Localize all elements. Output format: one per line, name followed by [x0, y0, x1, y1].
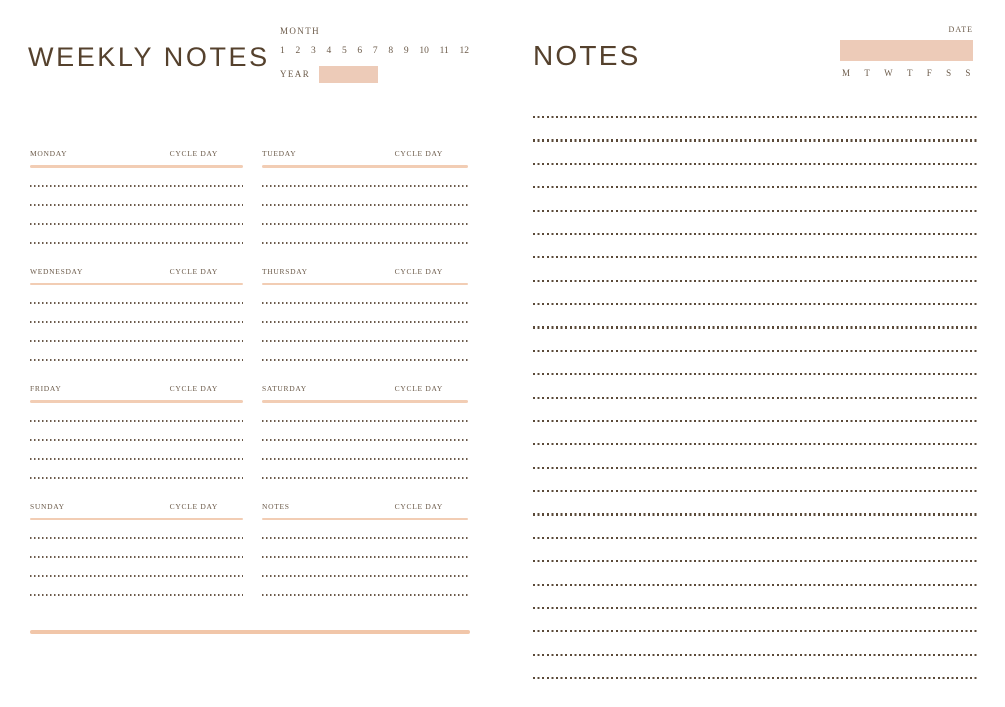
weekday-letter[interactable]: T — [906, 68, 913, 78]
day-section-wednesday — [30, 264, 243, 364]
ruled-dotted-line — [533, 350, 978, 352]
cycle-day-label: CYCLE DAY — [394, 266, 443, 276]
weekday-letter[interactable]: F — [926, 68, 933, 78]
day-ruled-lines — [30, 185, 243, 244]
ruled-dotted-line — [262, 204, 468, 206]
ruled-dotted-line — [262, 477, 468, 479]
year-label: YEAR — [280, 68, 311, 79]
ruled-dotted-line — [262, 302, 468, 304]
month-number[interactable]: 10 — [419, 46, 429, 56]
month-number[interactable]: 11 — [439, 46, 449, 56]
day-accent-underline — [262, 283, 468, 286]
ruled-dotted-line — [30, 594, 243, 596]
day-ruled-lines — [30, 302, 243, 361]
ruled-dotted-line — [533, 303, 978, 305]
ruled-dotted-line — [262, 439, 468, 441]
cycle-day-label: CYCLE DAY — [169, 384, 218, 393]
ruled-dotted-line — [30, 302, 243, 304]
ruled-dotted-line — [30, 537, 243, 539]
ruled-dotted-line — [262, 340, 468, 342]
day-header — [262, 264, 468, 276]
ruled-dotted-line — [533, 443, 978, 445]
day-header — [30, 381, 243, 393]
day-accent-underline — [262, 400, 468, 403]
date-label: DATE — [948, 25, 973, 34]
day-accent-underline — [262, 165, 468, 168]
ruled-dotted-line — [262, 420, 468, 422]
day-ruled-lines — [262, 302, 468, 361]
month-number[interactable]: 3 — [310, 46, 316, 56]
weekday-letter[interactable]: M — [842, 68, 851, 78]
day-label: TUEDAY — [262, 149, 297, 158]
ruled-dotted-line — [533, 513, 978, 515]
ruled-dotted-line — [533, 256, 978, 258]
ruled-dotted-line — [533, 233, 978, 235]
day-section-notes — [262, 499, 468, 599]
ruled-dotted-line — [30, 458, 243, 460]
page-title: WEEKLY NOTES — [28, 42, 270, 72]
month-number[interactable]: 1 — [280, 46, 285, 56]
ruled-dotted-line — [262, 594, 468, 596]
ruled-dotted-line — [533, 490, 978, 492]
day-section-saturday — [262, 381, 468, 481]
day-header — [30, 264, 243, 276]
day-section-friday — [30, 381, 243, 481]
notes-ruled-lines — [533, 116, 978, 700]
ruled-dotted-line — [30, 204, 243, 206]
day-header — [262, 499, 468, 511]
ruled-dotted-line — [533, 654, 978, 656]
month-year-block — [280, 27, 471, 83]
day-ruled-lines — [262, 537, 468, 596]
ruled-dotted-line — [262, 223, 468, 225]
month-number[interactable]: 4 — [326, 46, 332, 56]
ruled-dotted-line — [30, 321, 243, 323]
month-number-row — [280, 47, 469, 57]
ruled-dotted-line — [262, 575, 468, 577]
day-ruled-lines — [262, 420, 468, 479]
notes-page — [533, 0, 978, 707]
day-label: SATURDAY — [262, 384, 307, 393]
ruled-dotted-line — [533, 163, 978, 165]
ruled-dotted-line — [30, 185, 243, 187]
ruled-dotted-line — [533, 467, 978, 469]
ruled-dotted-line — [533, 584, 978, 586]
ruled-dotted-line — [30, 575, 243, 577]
day-label: THURSDAY — [262, 266, 308, 276]
month-number[interactable]: 7 — [372, 46, 378, 56]
cycle-day-label: CYCLE DAY — [394, 501, 443, 511]
month-number[interactable]: 12 — [459, 46, 469, 56]
day-sections-grid — [30, 146, 468, 599]
day-section-thursday — [262, 264, 468, 364]
day-accent-underline — [30, 283, 243, 286]
ruled-dotted-line — [30, 420, 243, 422]
day-label: SUNDAY — [30, 501, 65, 511]
ruled-dotted-line — [262, 359, 468, 361]
year-row — [280, 66, 471, 83]
day-header — [262, 146, 468, 158]
ruled-dotted-line — [30, 242, 243, 244]
date-block — [840, 26, 973, 78]
day-label: MONDAY — [30, 149, 68, 158]
cycle-day-label: CYCLE DAY — [394, 149, 443, 158]
ruled-dotted-line — [30, 439, 243, 441]
ruled-dotted-line — [262, 242, 468, 244]
ruled-dotted-line — [30, 340, 243, 342]
weekday-letter[interactable]: S — [965, 68, 971, 78]
ruled-dotted-line — [533, 560, 978, 562]
day-label: FRIDAY — [30, 384, 62, 393]
ruled-dotted-line — [533, 630, 978, 632]
cycle-day-label: CYCLE DAY — [394, 384, 443, 393]
month-number[interactable]: 8 — [388, 46, 394, 56]
month-number[interactable]: 6 — [357, 46, 363, 56]
cycle-day-label: CYCLE DAY — [169, 149, 218, 158]
ruled-dotted-line — [30, 223, 243, 225]
month-label: MONTH — [280, 26, 320, 36]
day-header — [30, 499, 243, 511]
day-accent-underline — [30, 400, 243, 403]
ruled-dotted-line — [533, 186, 978, 188]
day-accent-underline — [30, 518, 243, 521]
bottom-accent-bar — [30, 630, 470, 634]
ruled-dotted-line — [533, 326, 978, 328]
cycle-day-label: CYCLE DAY — [169, 501, 218, 511]
weekly-notes-page — [28, 0, 470, 707]
day-ruled-lines — [262, 185, 468, 244]
ruled-dotted-line — [533, 677, 978, 679]
ruled-dotted-line — [533, 210, 978, 212]
day-section-monday — [30, 146, 243, 246]
ruled-dotted-line — [30, 556, 243, 558]
day-section-tueday — [262, 146, 468, 246]
month-number[interactable]: 9 — [403, 46, 409, 56]
ruled-dotted-line — [30, 477, 243, 479]
ruled-dotted-line — [262, 321, 468, 323]
ruled-dotted-line — [533, 139, 978, 141]
ruled-dotted-line — [533, 373, 978, 375]
day-accent-underline — [30, 165, 243, 168]
day-section-sunday — [30, 499, 243, 599]
ruled-dotted-line — [30, 359, 243, 361]
ruled-dotted-line — [262, 537, 468, 539]
ruled-dotted-line — [533, 116, 978, 118]
day-header — [30, 146, 243, 158]
day-label: NOTES — [262, 501, 290, 511]
ruled-dotted-line — [533, 607, 978, 609]
year-input-box[interactable] — [319, 66, 378, 83]
day-ruled-lines — [30, 537, 243, 596]
day-accent-underline — [262, 518, 468, 521]
ruled-dotted-line — [262, 556, 468, 558]
month-number[interactable]: 5 — [341, 46, 347, 56]
day-label: WEDNESDAY — [30, 266, 84, 276]
weekday-letter[interactable]: W — [884, 68, 894, 78]
weekday-row — [840, 69, 973, 78]
ruled-dotted-line — [533, 537, 978, 539]
day-ruled-lines — [30, 420, 243, 479]
weekday-letter[interactable]: T — [864, 68, 871, 78]
notes-title: NOTES — [533, 40, 641, 71]
weekday-letter[interactable]: S — [946, 68, 952, 78]
month-number[interactable]: 2 — [295, 46, 301, 56]
cycle-day-label: CYCLE DAY — [169, 266, 218, 276]
ruled-dotted-line — [262, 185, 468, 187]
ruled-dotted-line — [533, 420, 978, 422]
ruled-dotted-line — [262, 458, 468, 460]
ruled-dotted-line — [533, 280, 978, 282]
date-input-box[interactable] — [840, 40, 973, 61]
ruled-dotted-line — [533, 397, 978, 399]
day-header — [262, 381, 468, 393]
